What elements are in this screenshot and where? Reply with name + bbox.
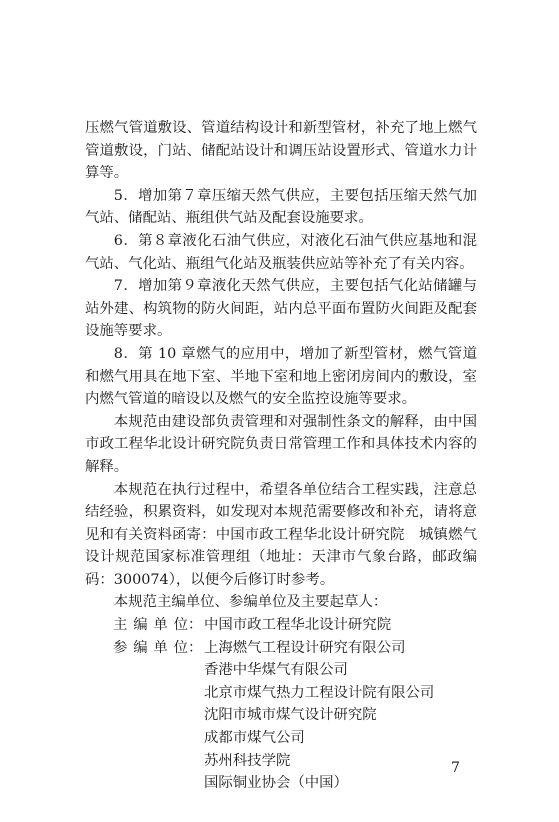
- participants-label: 参编单位: [113, 639, 188, 656]
- participant-unit-3: 北京市煤气热力工程设计院有限公司: [204, 684, 435, 701]
- chief-editor-row: [85, 614, 477, 637]
- paragraph-item-6: 6．第８章液化石油气供应，对液化石油气供应基地和混气站、气化站、瓶组气化站及瓶装供应站等补充了有关内容。: [85, 232, 477, 272]
- paragraph-feedback: 本规范在执行过程中，希望各单位结合工程实践，注意总结经验，积累资料，如发现对本规范需要修改和补充，请将意见和有关资料函寄：中国市政工程华北设计研究院 城镇燃气设计规范国家标准管理组（地址：天津市气象台路，邮政编码：300074），以便今后修订时参考。: [85, 481, 477, 588]
- paragraph-continuation: 压燃气管道敷设、管道结构设计和新型管材，补充了地上燃气管道敷设，门站、储配站设计和调压站设置形式、管道水力计算等。: [85, 120, 477, 182]
- participants-colon: ：: [188, 639, 203, 656]
- paragraph-units-intro: 本规范主编单位、参编单位及主要起草人：: [113, 594, 388, 611]
- chief-editor-value: 中国市政工程华北设计研究院: [204, 617, 392, 634]
- page-number: 7: [451, 760, 460, 776]
- paragraph-item-7: 7．增加第９章液化天然气供应，主要包括气化站储罐与站外建、构筑物的防火间距，站内总平面布置防火间距及配套设施等要求。: [85, 278, 477, 340]
- paragraph-management: 本规范由建设部负责管理和对强制性条文的解释，由中国市政工程华北设计研究院负责日常管理工作和具体技术内容的解释。: [85, 413, 477, 475]
- participant-unit-7: 国际铜业协会（中国）: [204, 775, 348, 792]
- participant-unit-2: 香港中华煤气有限公司: [204, 662, 348, 679]
- paragraph-item-5: 5．增加第７章压缩天然气供应，主要包括压缩天然气加气站、储配站、瓶组供气站及配套设施要求。: [85, 187, 477, 227]
- participants-row: [85, 637, 477, 660]
- chief-editor-colon: ：: [188, 617, 203, 634]
- participant-unit-4: 沈阳市城市煤气设计研究院: [204, 707, 377, 724]
- participant-unit-6: 苏州科技学院: [204, 752, 291, 769]
- paragraph-item-8: 8．第 10 章燃气的应用中，增加了新型管材，燃气管道和燃气用具在地下室、半地下室和地上密闭房间内的敷设，室内燃气管道的暗设以及燃气的安全监控设施等要求。: [85, 345, 477, 408]
- participant-unit-5: 成都市煤气公司: [204, 730, 305, 747]
- participant-unit-1: 上海燃气工程设计研究有限公司: [204, 639, 406, 656]
- chief-editor-label: 主编单位: [113, 617, 188, 634]
- page-body: [85, 117, 477, 795]
